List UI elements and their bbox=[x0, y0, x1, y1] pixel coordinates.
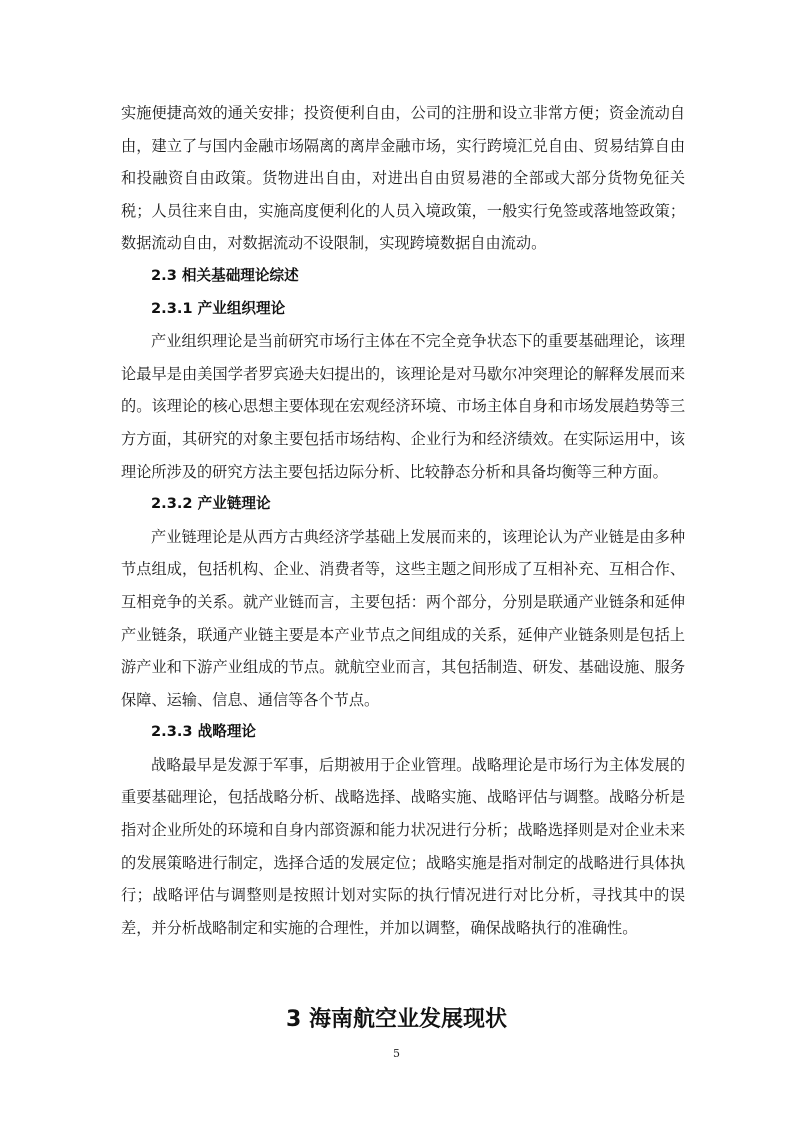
industry-chain-theory-paragraph: 产业链理论是从西方古典经济学基础上发展而来的，该理论认为产业链是由多种节点组成，包括机构、企业、消费者等，这些主题之间形成了互相补充、互相合作、互相竞争的关系。就产业链而言，主要包括：两个部分，分别是联通产业链条和延伸产业链条，联通产业链主要是本产业节点之间组成的关系，延伸产业链条则是包括上游产业和下游产业组成的节点。就航空业而言，其包括制造、研发、基础设施、服务保障、运输、信息、通信等各个节点。 bbox=[121, 527, 685, 709]
page-body bbox=[121, 97, 685, 944]
section-heading-2-3-1: 2.3.1 产业组织理论 bbox=[151, 299, 286, 317]
page-number: 5 bbox=[393, 1047, 400, 1060]
section-heading-2-3: 2.3 相关基础理论综述 bbox=[151, 266, 299, 284]
intro-paragraph: 实施便捷高效的通关安排；投资便利自由，公司的注册和设立非常方便；资金流动自由，建立了与国内金融市场隔离的离岸金融市场，实行跨境汇兑自由、贸易结算自由和投融资自由政策。货物进出自由，对进出自由贸易港的全部或大部分货物免征关税；人员往来自由，实施高度便利化的人员入境政策，一般实行免签或落地签政策；数据流动自由，对数据流动不设限制，实现跨境数据自由流动。 bbox=[121, 104, 685, 253]
chapter-heading-3: 3 海南航空业发展现状 bbox=[286, 1007, 507, 1033]
strategy-theory-paragraph: 战略最早是发源于军事，后期被用于企业管理。战略理论是市场行为主体发展的重要基础理论，包括战略分析、战略选择、战略实施、战略评估与调整。战略分析是指对企业所处的环境和自身内部资源和能力状况进行分析；战略选择则是对企业未来的发展策略进行制定，选择合适的发展定位；战略实施是指对制定的战略进行具体执行；战略评估与调整则是按照计划对实际的执行情况进行对比分析，寻找其中的误差，并分析战略制定和实施的合理性，并加以调整，确保战略执行的准确性。 bbox=[121, 755, 685, 937]
section-heading-2-3-3: 2.3.3 战略理论 bbox=[151, 723, 257, 741]
industrial-organization-theory-paragraph: 产业组织理论是当前研究市场行主体在不完全竞争状态下的重要基础理论，该理论最早是由美国学者罗宾逊夫妇提出的，该理论是对马歇尔冲突理论的解释发展而来的。该理论的核心思想主要体现在宏观经济环境、市场主体自身和市场发展趋势等三方方面，其研究的对象主要包括市场结构、企业行为和经济绩效。在实际运用中，该理论所涉及的研究方法主要包括边际分析、比较静态分析和具备均衡等三种方面。 bbox=[121, 332, 685, 481]
section-heading-2-3-2: 2.3.2 产业链理论 bbox=[151, 495, 271, 513]
